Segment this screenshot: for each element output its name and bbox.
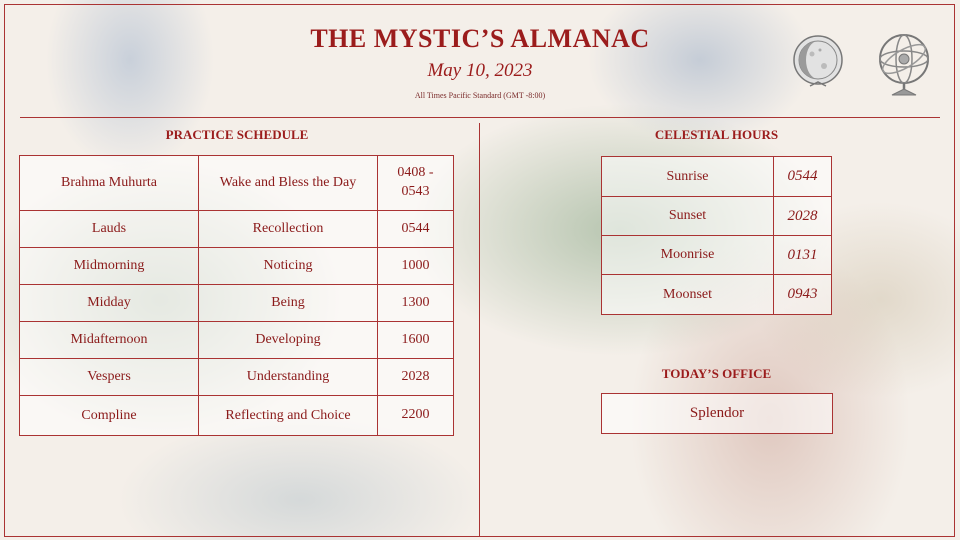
schedule-hour-cell: Midafternoon: [20, 322, 199, 359]
schedule-practice-cell: Noticing: [199, 248, 378, 285]
schedule-time-cell: 0544: [378, 211, 454, 248]
celestial-hours-table: [601, 156, 832, 315]
schedule-hour-cell: Vespers: [20, 359, 199, 396]
schedule-time-cell: 1600: [378, 322, 454, 359]
practice-schedule-title: PRACTICE SCHEDULE: [165, 127, 309, 142]
schedule-hour-cell: Midday: [20, 285, 199, 322]
table-row: [20, 285, 454, 322]
column-divider: [479, 123, 480, 537]
schedule-time-cell: 2200: [378, 396, 454, 436]
celestial-time-cell: 0131: [774, 236, 832, 275]
header-divider: [20, 117, 940, 118]
schedule-hour-cell: Lauds: [20, 211, 199, 248]
schedule-practice-cell: Being: [199, 285, 378, 322]
table-row: [602, 394, 833, 434]
table-row: [20, 322, 454, 359]
celestial-event-cell: Moonrise: [602, 236, 774, 275]
todays-office-box: [601, 393, 833, 434]
celestial-event-cell: Moonset: [602, 275, 774, 315]
armillary-sphere-icon: [872, 27, 936, 99]
timezone-note: All Times Pacific Standard (GMT -8:00): [414, 91, 546, 100]
schedule-practice-cell: Recollection: [199, 211, 378, 248]
celestial-time-cell: 0544: [774, 157, 832, 197]
page-title: THE MYSTIC’S ALMANAC: [310, 24, 650, 53]
table-row: [20, 359, 454, 396]
celestial-event-cell: Sunrise: [602, 157, 774, 197]
table-row: [20, 156, 454, 211]
table-row: [602, 275, 832, 315]
schedule-time-cell: 1300: [378, 285, 454, 322]
practice-schedule-table: [19, 155, 454, 436]
moon-phase-icon: [790, 30, 846, 94]
schedule-practice-cell: Understanding: [199, 359, 378, 396]
table-row: [602, 197, 832, 236]
todays-office-title: TODAY’S OFFICE: [661, 366, 772, 381]
schedule-hour-cell: Midmorning: [20, 248, 199, 285]
table-row: [20, 248, 454, 285]
schedule-time-cell: 1000: [378, 248, 454, 285]
celestial-event-cell: Sunset: [602, 197, 774, 236]
celestial-time-cell: 0943: [774, 275, 832, 315]
table-row: [602, 157, 832, 197]
table-row: [20, 211, 454, 248]
table-row: [20, 396, 454, 436]
schedule-practice-cell: Reflecting and Choice: [199, 396, 378, 436]
schedule-time-cell: 0408 - 0543: [378, 156, 454, 211]
table-row: [602, 236, 832, 275]
schedule-hour-cell: Compline: [20, 396, 199, 436]
celestial-time-cell: 2028: [774, 197, 832, 236]
schedule-time-cell: 2028: [378, 359, 454, 396]
schedule-hour-cell: Brahma Muhurta: [20, 156, 199, 211]
almanac-date: May 10, 2023: [427, 60, 533, 81]
celestial-hours-title: CELESTIAL HOURS: [654, 127, 779, 142]
schedule-practice-cell: Developing: [199, 322, 378, 359]
todays-office-value: Splendor: [602, 394, 833, 434]
schedule-practice-cell: Wake and Bless the Day: [199, 156, 378, 211]
